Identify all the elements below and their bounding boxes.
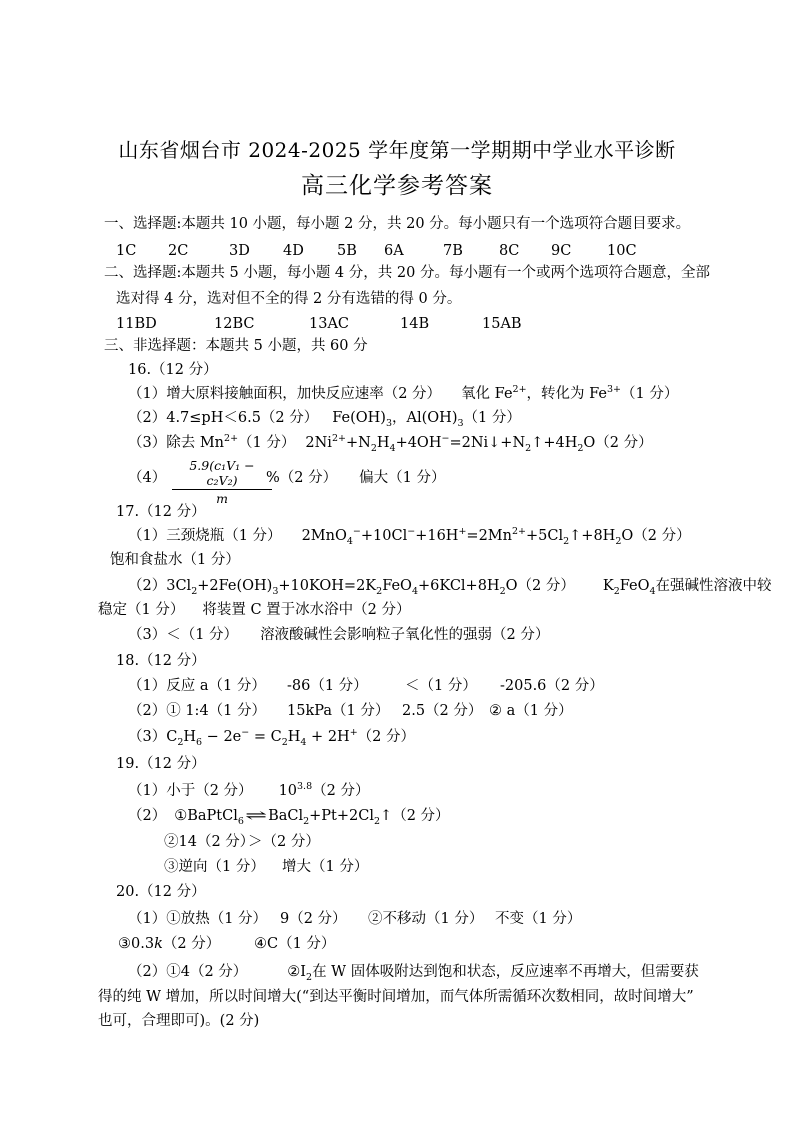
document-subtitle: 高三化学参考答案 [301,173,493,199]
answer-item: 15AB [482,316,522,332]
q16-line1: （1）增大原料接触面积，加快反应速率（2 分） 氧化 $Fe^{2+}$，转化为 $Fe^{3+}(1$ 分） [128,384,679,402]
answer-item: 13AC [309,316,350,332]
q19-heading: 19.（12 分） [116,756,206,772]
answer-item: 14B [400,316,430,332]
document-title: 山东省烟台市 2024-2025 学年度第一学期期中学业水平诊断 [118,138,676,162]
q16-line2: （2）4.7≤pH＜6.5（2 分） $Fe(OH)_3$，$Al(OH)_3(1$ 分） [128,410,521,429]
q16-line4: %（2 分） 偏大（1 分） [266,470,446,486]
answer-item: 7B [443,243,463,259]
answer-item: 2C [168,243,189,259]
section3-heading: 三、非选择题：本题共 5 小题，共 60 分 [104,338,368,354]
answer-item: 3D [229,243,250,259]
q17-heading: 17.（12 分） [116,504,206,520]
q17-line4: 稳定（1 分） 将装置 C 置于冰水浴中（2 分） [98,602,411,618]
q20-heading: 20.（12 分） [116,884,206,900]
q18-line3: $(3)C_2H_6 - 2e^- = C_2H_4 + 2H^+(2$ 分） [128,727,416,748]
q19-line2: （2） $①BaPtCl_6\rightleftharpoons BaCl_2+Pt+2Cl_2↑(2$ 分） [128,808,450,827]
q20-line4: 得的纯 W 增加，所以时间增大(“到达平衡时间增加，而气体所需循环次数相同，故时间增大” [98,989,694,1005]
answer-item: 11BD [116,316,157,332]
answer-item: 12BC [214,316,255,332]
answer-item: 4D [283,243,304,259]
q18-heading: 18.（12 分） [116,653,206,669]
answer-item: 6A [384,243,404,259]
q17-line2: 饱和食盐水（1 分） [110,552,240,568]
section2-heading-line1: 二、选择题:本题共 5 小题，每小题 4 分，共 20 分。每小题有一个或两个选项符合题意，全部 [104,265,710,281]
answer-item: 8C [499,243,520,259]
answer-item: 9C [551,243,572,259]
q16-line3: （3）除去 $Mn^{2+}(1$ 分） $2Ni^{2+}+N_2H_4+4OH^-=2Ni↓+N_2↑+4H_2O(2$ 分） [128,433,653,454]
q17-line1: （1）三颈烧瓶（1 分） $2MnO_4^-+10Cl^-+16H^+=2Mn^{2+}+5Cl_2↑+8H_2O(2$ 分） [128,526,691,547]
equilibrium-arrow: ⇌ [245,808,267,824]
fraction-numerator: 5.9(c₁V₁ − c₂V₂) [172,458,272,490]
section2-heading-line2: 选对得 4 分，选对但不全的得 2 分有选错的得 0 分。 [116,291,462,307]
section1-heading: 一、选择题:本题共 10 小题，每小题 2 分，共 20 分。每小题只有一个选项符合题目要求。 [104,216,691,232]
answer-item: 5B [337,243,357,259]
q17-line3: $(2)3Cl_2+2Fe(OH)_3+10KOH=2K_2FeO_4+6KCl+8H_2O(2$ 分） $K_2FeO_4$在强碱性溶液中较 [128,578,772,597]
fraction-denominator: m [216,491,228,506]
q16-line4-label: （4） [128,470,167,486]
q16-heading: 16.（12 分） [128,362,218,378]
q20-line5: 也可，合理即可)。(2 分) [98,1013,260,1029]
q20-line3: （2）①4（2 分） $②I_2$在 W 固体吸附达到饱和状态，反应速率不再增大，但需要获 [128,964,699,983]
formula-fraction [172,458,272,506]
q17-line5: （3）＜（1 分） 溶液酸碱性会影响粒子氧化性的强弱（2 分） [128,627,550,643]
answer-item: 10C [607,243,637,259]
q19-line1: （1）小于（2 分） $10^{3.8}(2$ 分） [128,781,370,799]
answer-item: 1C [116,243,137,259]
